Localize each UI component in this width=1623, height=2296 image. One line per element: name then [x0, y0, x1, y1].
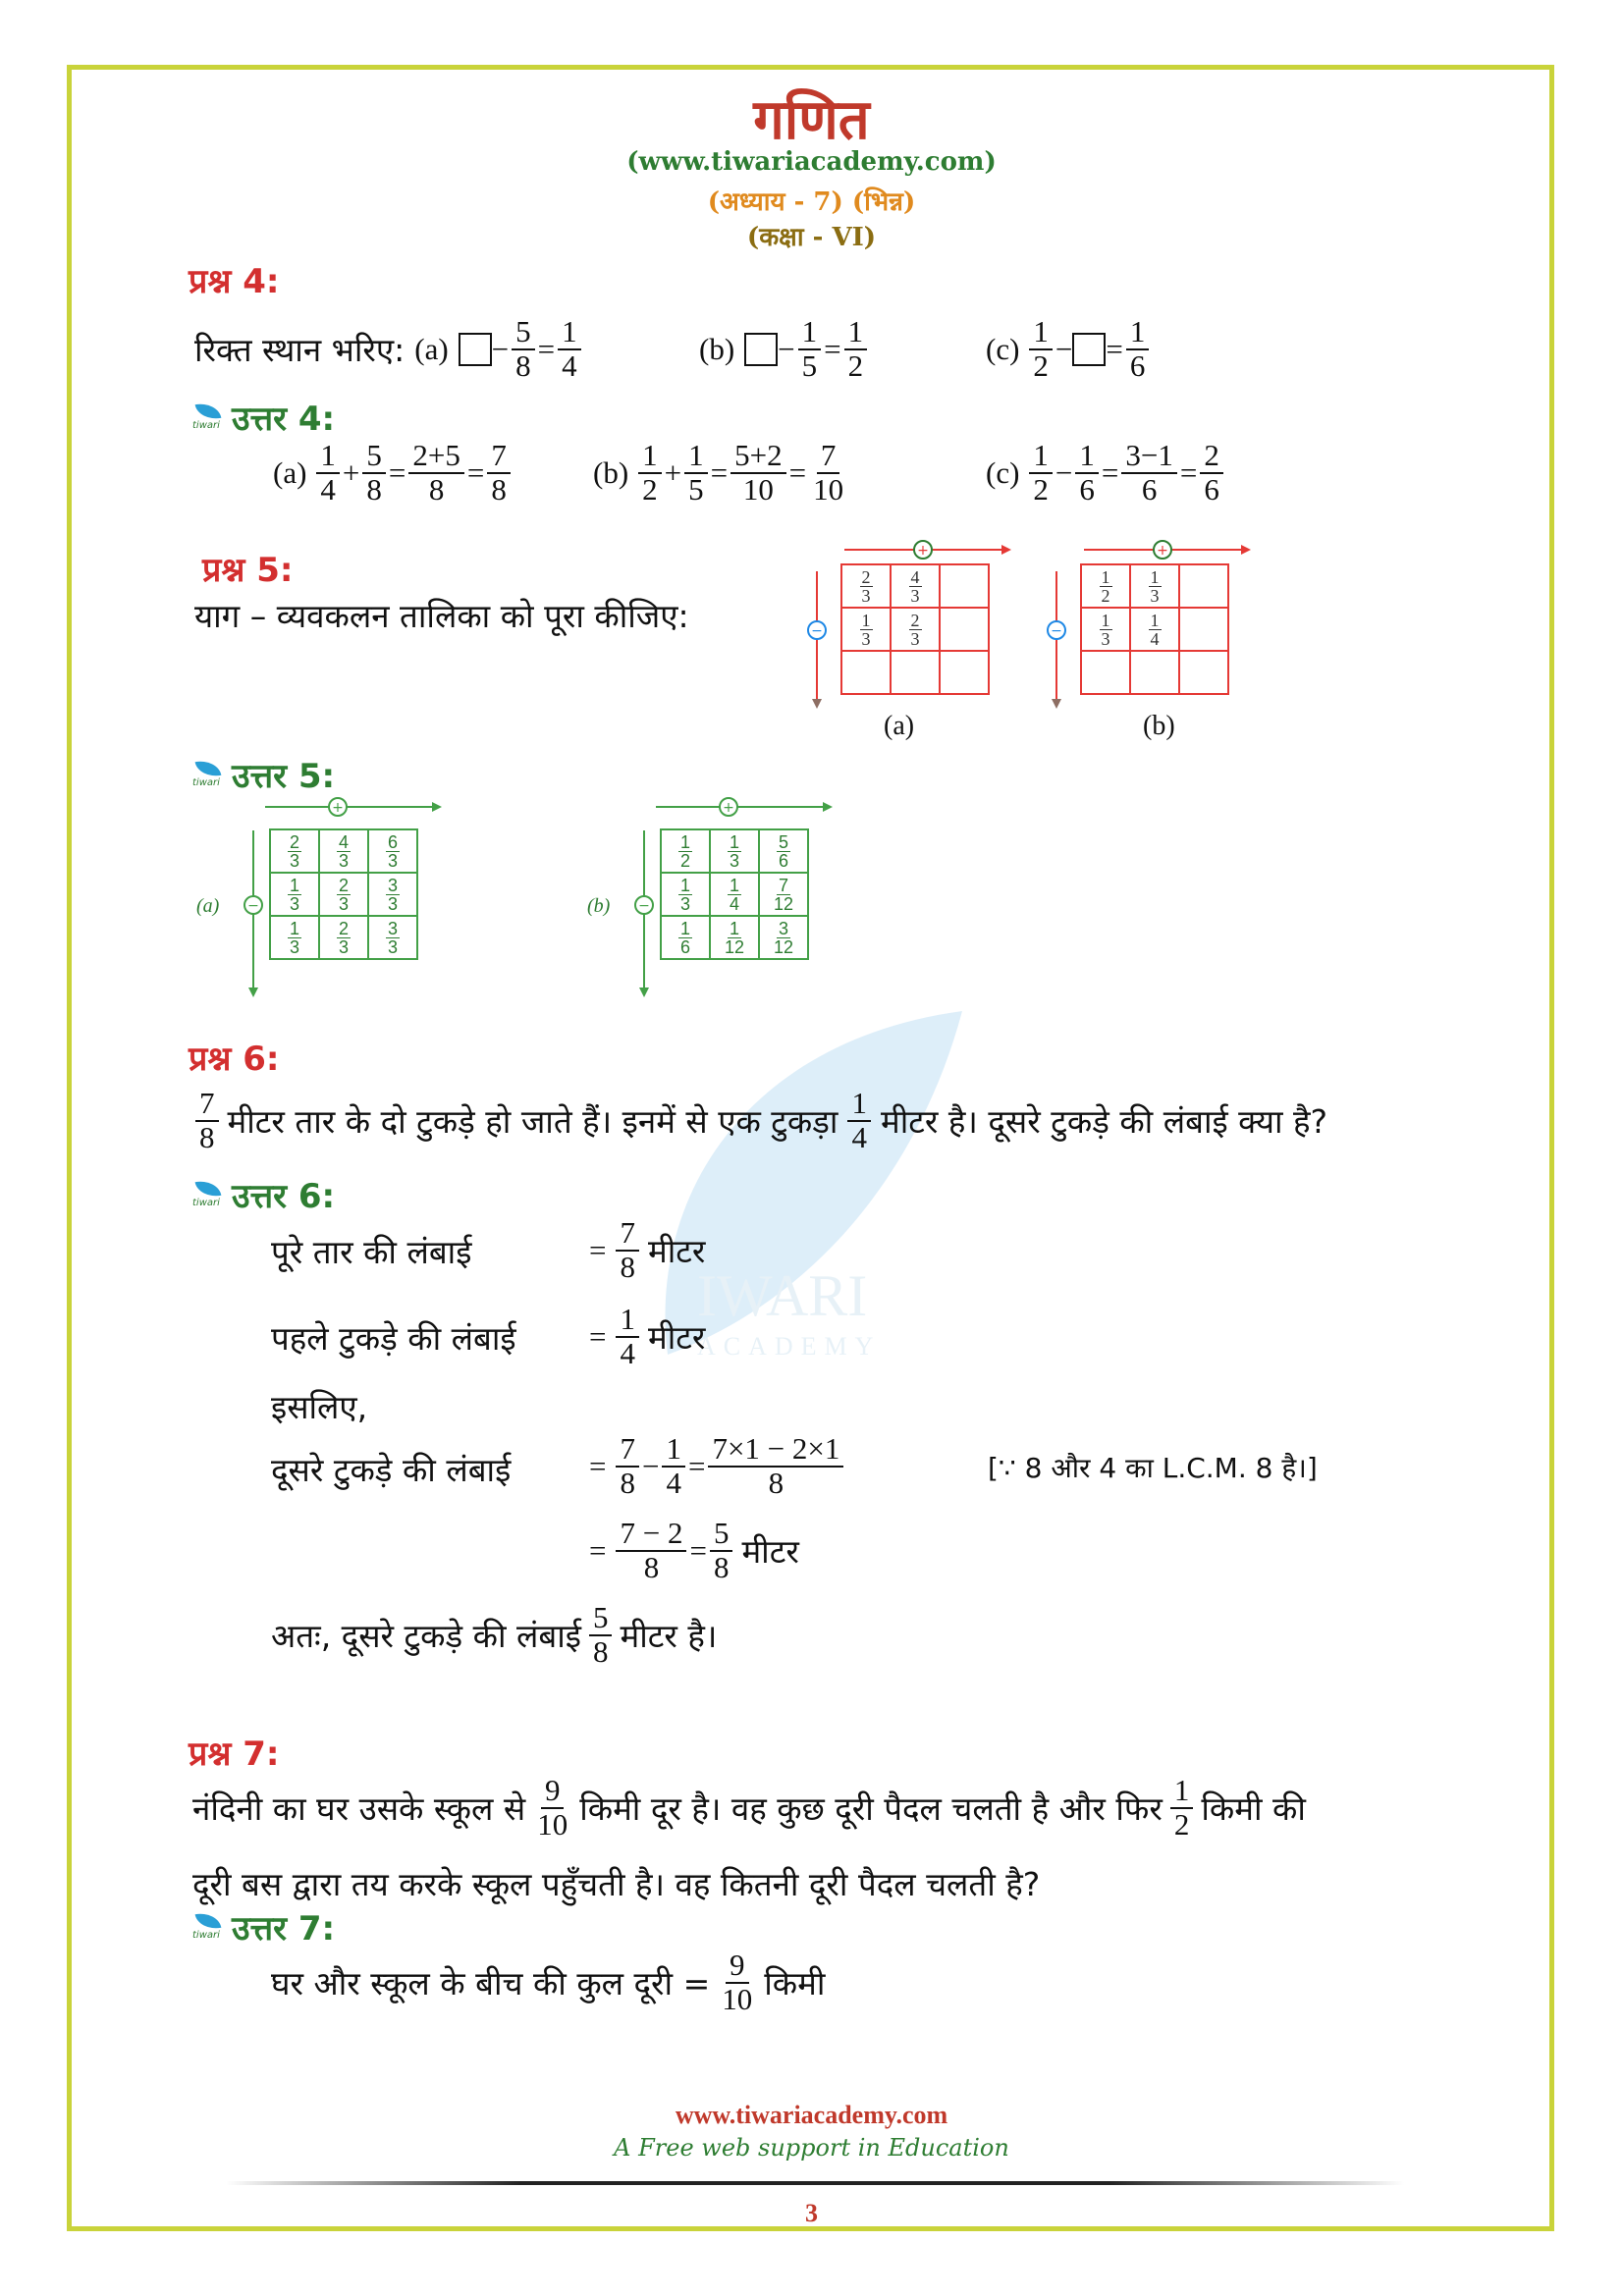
- lcm-note: [∵ 8 और 4 का L.C.M. 8 है।]: [988, 1452, 1318, 1484]
- svg-text:+: +: [723, 800, 734, 816]
- grid-cell: $\frac{7}{12}$: [759, 873, 808, 916]
- answer-4-c: (c) $\frac{1}{2}$ − $\frac{1}{6}$ = $\frac{3-1}{6}$ = $\frac{2}{6}$: [986, 440, 1226, 506]
- header-site: (www.tiwariacademy.com): [626, 147, 997, 177]
- a7-text: घर और स्कूल के बीच की कुल दूरी = $\frac{9}{10}$ किमी: [271, 1948, 826, 2016]
- grid-cell: $\frac{3}{12}$: [759, 916, 808, 959]
- fraction: $\frac{7\times 1 - 2\times 1}{8}$: [708, 1433, 843, 1499]
- leaf-icon: tiwari: [192, 760, 226, 789]
- grid-cell: $\frac{4}{3}$: [319, 829, 368, 873]
- grid-cell: $\frac{1}{2}$: [1081, 564, 1130, 608]
- fraction: $\frac{7}{10}$: [813, 438, 844, 507]
- grid-cell: [1179, 564, 1228, 608]
- fraction: $\frac{1}{4}$: [316, 440, 340, 506]
- red-grid-b: [1080, 563, 1229, 695]
- fraction: $\frac{2+5}{8}$: [408, 440, 463, 506]
- fraction: $\frac{1}{4}$: [847, 1088, 871, 1153]
- fraction: $\frac{5}{8}$: [362, 440, 386, 506]
- a6-row3-value: = $\frac{7}{8}$ − $\frac{1}{4}$ = $\frac{7\times 1 - 2\times 1}{8}$: [589, 1433, 846, 1499]
- fraction: $\frac{9}{10}$: [722, 1948, 753, 2016]
- fraction: $\frac{1}{2}$: [638, 440, 662, 506]
- question-5-text: याग – व्यवकलन तालिका को पूरा कीजिए:: [194, 597, 689, 635]
- svg-text:−: −: [811, 623, 823, 639]
- q5-table-a: [805, 538, 1001, 695]
- green-grid-b: [660, 828, 809, 960]
- fraction: $\frac{1}{4}$: [662, 1433, 685, 1499]
- fraction: $\frac{5}{8}$: [710, 1518, 733, 1583]
- grid-cell: $\frac{5}{6}$: [759, 829, 808, 873]
- grid-cell: $\frac{2}{3}$: [319, 916, 368, 959]
- a6-row2-label: पहले टुकड़े की लंबाई: [271, 1319, 516, 1358]
- fraction: $\frac{5}{8}$: [512, 316, 535, 382]
- grid-cell: $\frac{2}{3}$: [270, 829, 319, 873]
- fraction: $\frac{1}{2}$: [1029, 316, 1053, 382]
- fraction: $\frac{9}{10}$: [537, 1773, 568, 1842]
- plus-arrow-icon: [1084, 538, 1251, 561]
- blank-box: [459, 333, 492, 366]
- question-6-text: $\frac{7}{8}$ मीटर तार के दो टुकड़े हो जाते हैं। इनमें से एक टुकड़ा $\frac{1}{4}$ मीटर है। दूसरे टुकड़े की लंबाई क्या है?: [192, 1088, 1327, 1153]
- q4-part-b: (b) − $\frac{1}{5}$ = $\frac{1}{2}$: [699, 316, 870, 382]
- grid-cell: $\frac{1}{4}$: [1130, 608, 1179, 651]
- a6-therefore: इसलिए,: [271, 1388, 368, 1426]
- a5-table-b: [583, 795, 819, 991]
- fraction: $\frac{7}{8}$: [616, 1433, 639, 1499]
- grid-cell: [940, 651, 989, 694]
- red-grid-a: [840, 563, 990, 695]
- plus-arrow-icon: [656, 795, 833, 819]
- fraction: $\frac{1}{5}$: [798, 316, 822, 382]
- minus-arrow-icon: [1045, 571, 1068, 709]
- blank-box: [744, 333, 778, 366]
- fraction: $\frac{7}{8}$: [195, 1088, 219, 1153]
- grid-cell: $\frac{3}{3}$: [368, 916, 417, 959]
- grid-cell: $\frac{1}{3}$: [841, 608, 891, 651]
- plus-arrow-icon: [265, 795, 442, 819]
- answer-4-a: (a) $\frac{1}{4}$ + $\frac{5}{8}$ = $\frac{2+5}{8}$ = $\frac{7}{8}$: [273, 440, 514, 506]
- footer-site: www.tiwariacademy.com: [675, 2101, 948, 2129]
- fraction: $\frac{5}{8}$: [589, 1602, 613, 1668]
- grid-cell: [1179, 608, 1228, 651]
- header-class: (कक्षा - VI): [746, 223, 877, 252]
- svg-text:+: +: [917, 543, 929, 559]
- grid-cell: [891, 651, 940, 694]
- fraction: $\frac{5+2}{10}$: [730, 440, 785, 506]
- question-7-line1: नंदिनी का घर उसके स्कूल से $\frac{9}{10}$ किमी दूर है। वह कुछ दूरी पैदल चलती है और फिर $\frac{1}{2}$ किमी की: [192, 1773, 1306, 1842]
- q4-a-tag: (a): [414, 331, 449, 366]
- header-chapter: (अध्याय - 7) (भिन्न): [707, 187, 916, 217]
- page-number: 3: [805, 2199, 818, 2227]
- minus-arrow-icon: [805, 571, 829, 709]
- question-7-line2: दूरी बस द्वारा तय करके स्कूल पहुँचती है। वह कितनी दूरी पैदल चलती है?: [192, 1865, 1041, 1903]
- fraction: $\frac{1}{2}$: [844, 316, 868, 382]
- footer-tagline: A Free web support in Education: [614, 2134, 1009, 2162]
- grid-cell: $\frac{1}{2}$: [661, 829, 710, 873]
- footer-divider: [226, 2181, 1404, 2185]
- a6-conclusion: अतः, दूसरे टुकड़े की लंबाई $\frac{5}{8}$ मीटर है।: [271, 1600, 718, 1669]
- fraction: $\frac{1}{5}$: [684, 440, 708, 506]
- answer-4-b: (b) $\frac{1}{2}$ + $\frac{1}{5}$ = $\frac{5+2}{10}$ = $\frac{7}{10}$: [593, 440, 850, 506]
- watermark-word1: IWARI: [697, 1263, 868, 1328]
- grid-cell: [1130, 651, 1179, 694]
- q4-c-tag: (c): [986, 331, 1020, 366]
- grid-cell: $\frac{2}{3}$: [319, 873, 368, 916]
- minus-arrow-icon: [242, 830, 265, 997]
- a6-row4-value: = $\frac{7 - 2}{8}$ = $\frac{5}{8}$ मीटर: [589, 1516, 799, 1584]
- grid-cell: [841, 651, 891, 694]
- fraction: $\frac{1}{4}$: [558, 316, 581, 382]
- grid-cell: $\frac{4}{3}$: [891, 564, 940, 608]
- question-6-label: प्रश्न 6:: [189, 1040, 280, 1079]
- a6-row3-label: दूसरे टुकड़े की लंबाई: [271, 1451, 512, 1489]
- grid-cell: [1179, 651, 1228, 694]
- a6-row1-value: = $\frac{7}{8}$ मीटर: [589, 1215, 706, 1284]
- grid-cell: [940, 564, 989, 608]
- op: −: [491, 331, 510, 366]
- q4-b-tag: (b): [699, 331, 735, 366]
- fraction: $\frac{1}{4}$: [616, 1304, 639, 1369]
- fraction: $\frac{7}{8}$: [616, 1217, 639, 1283]
- grid-cell: $\frac{1}{3}$: [270, 916, 319, 959]
- q4-part-c: (c) $\frac{1}{2}$ − = $\frac{1}{6}$: [986, 316, 1152, 382]
- question-4-text: रिक्त स्थान भरिए: (a) − $\frac{5}{8}$ = $\frac{1}{4}$: [194, 316, 584, 382]
- grid-cell: $\frac{6}{3}$: [368, 829, 417, 873]
- answer-5-label: tiwari उत्तर 5:: [192, 757, 336, 796]
- caption-b: (b): [1143, 711, 1175, 741]
- fraction: $\frac{7}{8}$: [487, 440, 511, 506]
- question-7-label: प्रश्न 7:: [189, 1735, 280, 1774]
- fraction: $\frac{1}{6}$: [1075, 440, 1099, 506]
- blank-box: [1072, 333, 1106, 366]
- answer-4-label: tiwari उत्तर 4:: [192, 400, 336, 439]
- a6-row2-value: = $\frac{1}{4}$ मीटर: [589, 1302, 706, 1370]
- svg-text:−: −: [247, 898, 259, 914]
- grid-cell: $\frac{1}{6}$: [661, 916, 710, 959]
- grid-cell: [940, 608, 989, 651]
- watermark-word2: ACADEMY: [697, 1332, 882, 1361]
- grid-cell: $\frac{2}{3}$: [841, 564, 891, 608]
- grid-cell: [1081, 651, 1130, 694]
- svg-text:−: −: [1051, 623, 1062, 639]
- leaf-icon: tiwari: [192, 402, 226, 432]
- page-title: गणित: [753, 88, 870, 152]
- svg-text:+: +: [332, 800, 344, 816]
- minus-arrow-icon: [632, 830, 656, 997]
- fraction: $\frac{1}{6}$: [1126, 316, 1150, 382]
- svg-text:−: −: [638, 898, 650, 914]
- grid-cell: $\frac{1}{3}$: [661, 873, 710, 916]
- a5-table-a: [192, 795, 428, 991]
- grid-cell: $\frac{1}{3}$: [1081, 608, 1130, 651]
- plus-arrow-icon: [844, 538, 1011, 561]
- grid-cell: $\frac{1}{3}$: [270, 873, 319, 916]
- a6-row1-label: पूरे तार की लंबाई: [271, 1233, 472, 1271]
- leaf-icon: tiwari: [192, 1912, 226, 1942]
- svg-text:+: +: [1157, 543, 1168, 559]
- fraction: $\frac{7 - 2}{8}$: [616, 1518, 686, 1583]
- leaf-icon: tiwari: [192, 1180, 226, 1209]
- grid-cell: $\frac{2}{3}$: [891, 608, 940, 651]
- grid-cell: $\frac{3}{3}$: [368, 873, 417, 916]
- caption-a: (a): [884, 711, 915, 741]
- grid-cell: $\frac{1}{4}$: [710, 873, 759, 916]
- fraction: $\frac{1}{2}$: [1170, 1775, 1194, 1841]
- green-grid-a: [269, 828, 418, 960]
- answer-6-label: tiwari उत्तर 6:: [192, 1177, 336, 1216]
- a5-tag-b: (b): [587, 895, 611, 917]
- question-4-label: प्रश्न 4:: [189, 262, 280, 301]
- fraction: $\frac{1}{2}$: [1029, 440, 1053, 506]
- fraction: $\frac{3-1}{6}$: [1121, 440, 1176, 506]
- answer-7-label: tiwari उत्तर 7:: [192, 1909, 336, 1949]
- q5-table-b: [1045, 538, 1241, 695]
- grid-cell: $\frac{1}{3}$: [1130, 564, 1179, 608]
- grid-cell: $\frac{1}{3}$: [710, 829, 759, 873]
- question-5-label: प्रश्न 5:: [202, 551, 294, 590]
- fraction: $\frac{2}{6}$: [1200, 440, 1223, 506]
- a5-tag-a: (a): [196, 895, 220, 917]
- grid-cell: $\frac{1}{12}$: [710, 916, 759, 959]
- q4-prompt: रिक्त स्थान भरिए:: [194, 331, 406, 370]
